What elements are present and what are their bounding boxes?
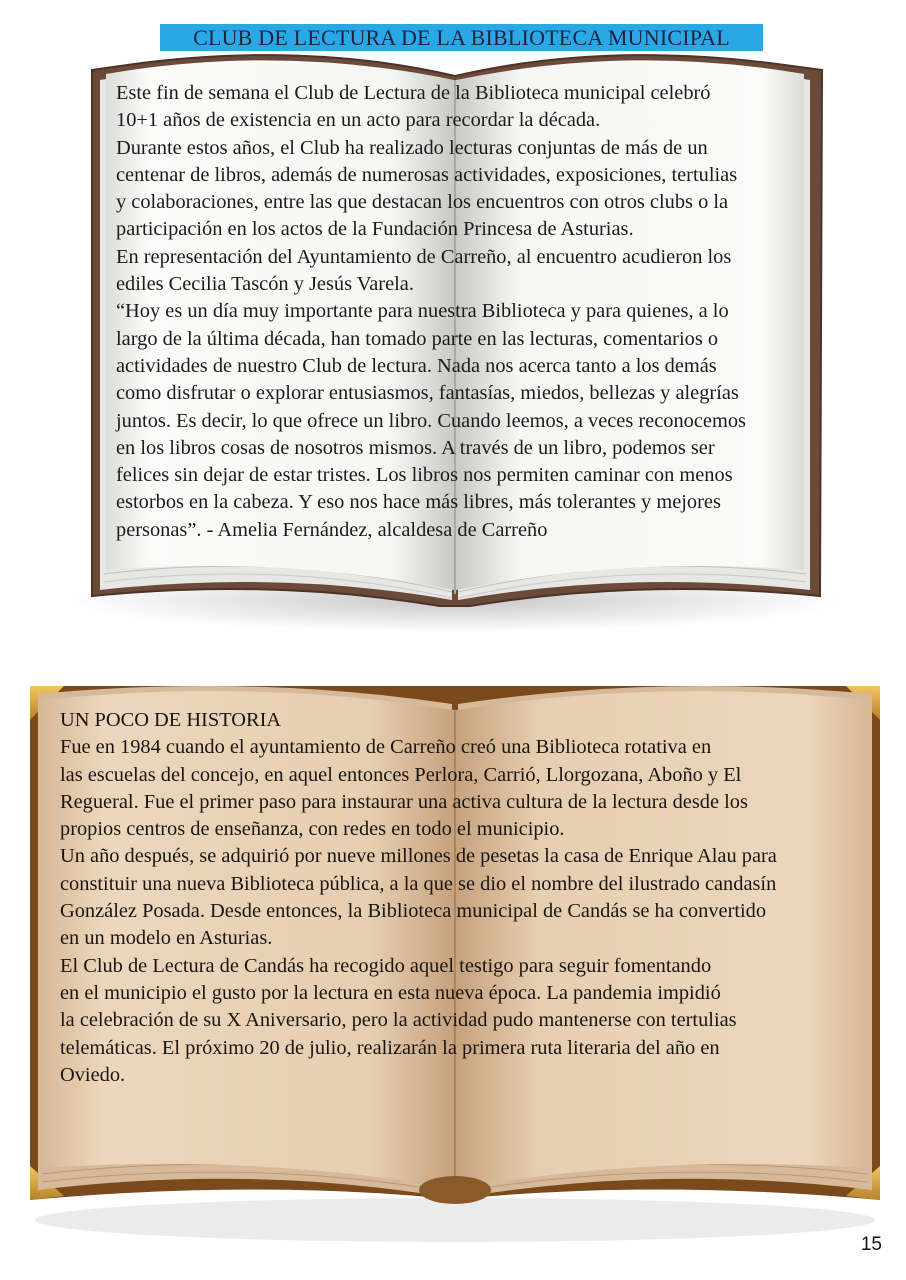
article-title: CLUB DE LECTURA DE LA BIBLIOTECA MUNICIPAL (160, 24, 763, 51)
article-body: Este fin de semana el Club de Lectura de la Biblioteca municipal celebró 10+1 años de existencia en un acto para recordar la década. Durante estos años, el Club ha realizado lecturas conjuntas de más de un centenar de libros, además de numerosas actividades, exposiciones, tertulias y colaboraciones, entre las que destacan los encuentros con otros clubs o la participación en los actos de la Fundación Princesa de Asturias. En representación del Ayuntamiento de Carreño, al encuentro acudieron los ediles Cecilia Tascón y Jesús Varela. “Hoy es un día muy importante para nuestra Biblioteca y para quienes, a lo largo de la última década, han tomado parte en las lecturas, comentarios o actividades de nuestro Club de lectura. Nada nos acerca tanto a los demás como disfrutar o explorar entusiasmos, fantasías, miedos, bellezas y alegrías juntos. Es decir, lo que ofrece un libro. Cuando leemos, a veces reconocemos en los libros cosas de nosotros mismos. A través de un libro, podemos ser felices sin dejar de estar tristes. Los libros nos permiten caminar con menos estorbos en la cabeza. Y eso nos hace más libres, más tolerantes y mejores personas”. - Amelia Fernández, alcaldesa de Carreño (116, 82, 746, 541)
page-number: 15 (860, 1234, 882, 1255)
history-body: UN POCO DE HISTORIA Fue en 1984 cuando el ayuntamiento de Carreño creó una Biblioteca rotativa en las escuelas del concejo, en aquel entonces Perlora, Carrió, Llorgozana, Aboño y El Regueral. Fue el primer paso para instaurar una activa cultura de la lectura desde los propios centros de enseñanza, con redes en todo el municipio. Un año después, se adquirió por nueve millones de pesetas la casa de Enrique Alau para constituir una nueva Biblioteca pública, a la que se dio el nombre del ilustrado candasín González Posada. Desde entonces, la Biblioteca municipal de Candás se ha convertido en un modelo en Asturias. El Club de Lectura de Candás ha recogido aquel testigo para seguir fomentando en el municipio el gusto por la lectura en esta nueva época. La pandemia impidió la celebración de su X Aniversario, pero la actividad pudo mantenerse con tertulias telemáticas. El próximo 20 de julio, realizarán la primera ruta literaria del año en Oviedo. (60, 709, 777, 1086)
